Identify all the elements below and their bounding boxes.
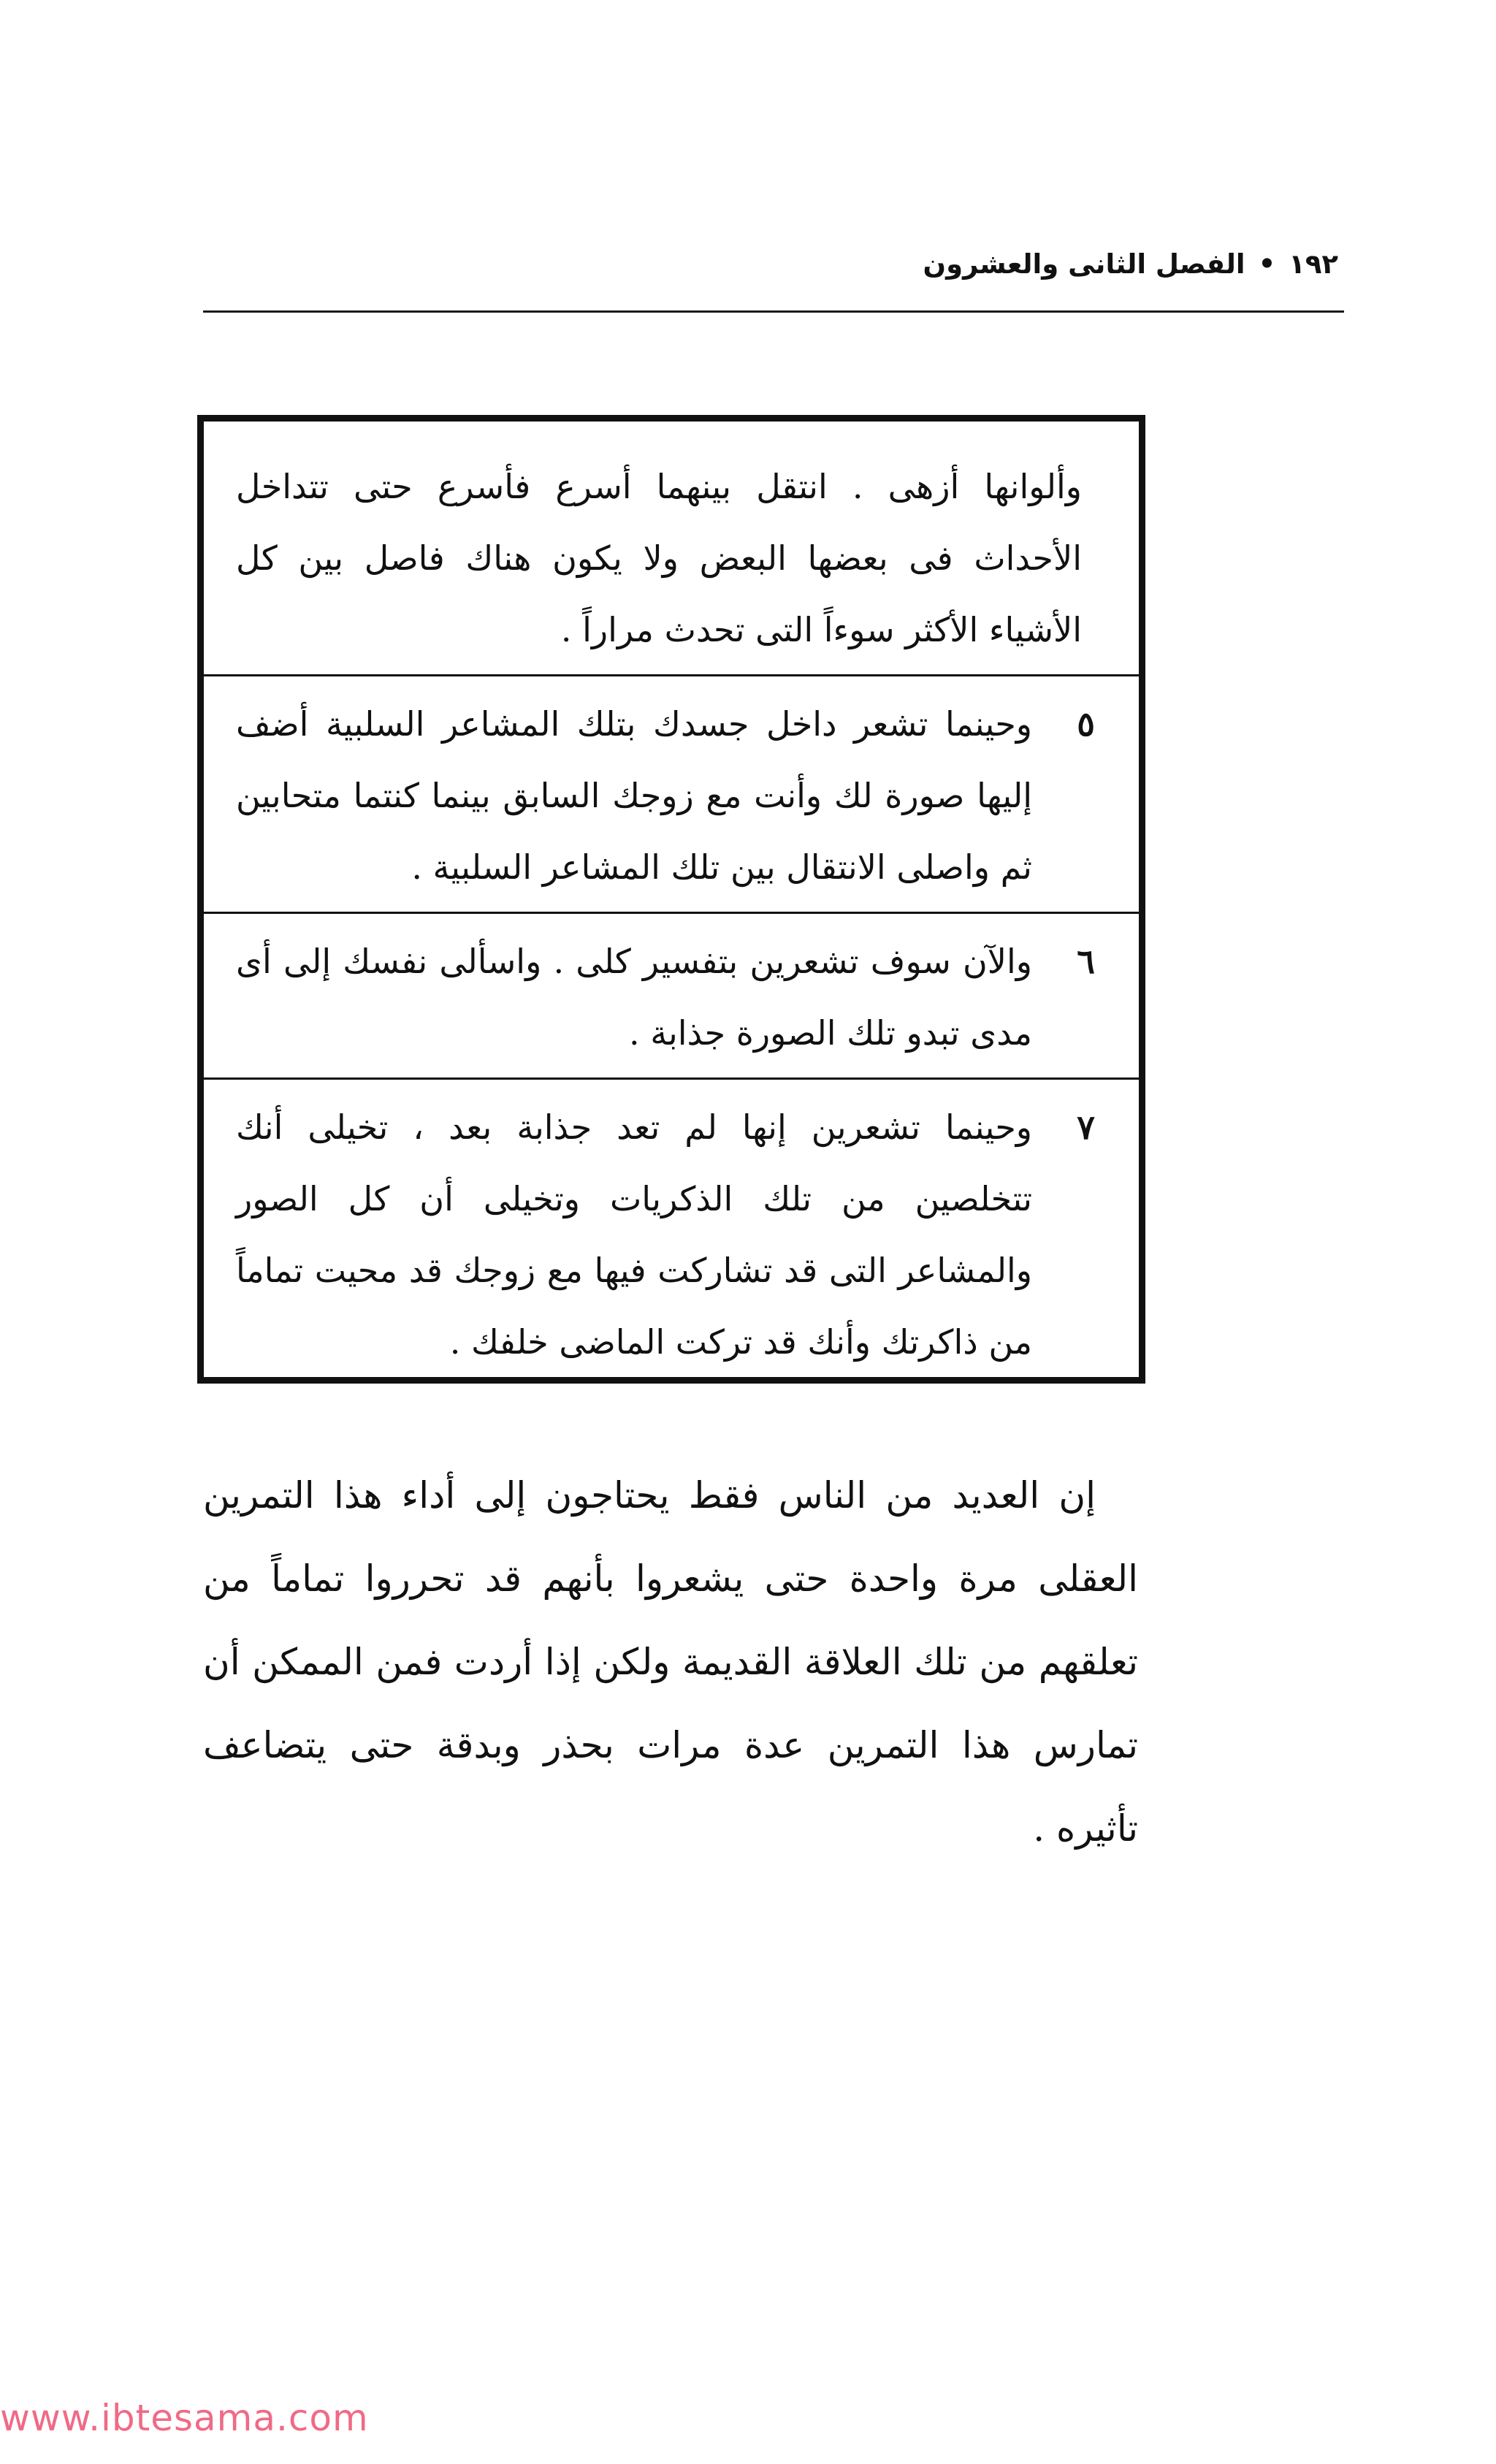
list-item-5 <box>236 688 1095 903</box>
page-number: ١٩٢ <box>1289 248 1338 280</box>
body-paragraph: إن العديد من الناس فقط يحتاجون إلى أداء هذا التمرين العقلى مرة واحدة حتى يشعروا بأنهم قد تحرروا تماماً من تعلقهم من تلك العلاقة القديمة ولكن إذا أردت فمن الممكن أن تمارس هذا التمرين عدة مرات بحذر وبدقة حتى يتضاعف تأثيره . <box>203 1474 1138 1850</box>
box-divider <box>204 674 1139 676</box>
list-item-number: ٦ <box>1077 942 1095 981</box>
header-rule <box>203 310 1344 313</box>
list-item-text: وحينما تشعر داخل جسدك بتلك المشاعر السلبية أضف إليها صورة لك وأنت مع زوجك السابق بينما كنتما متحابين ثم واصلى الانتقال بين تلك المشاعر السلبية . <box>236 704 1032 887</box>
running-header <box>203 232 1344 313</box>
chapter-title: الفصل الثانى والعشرون <box>923 248 1245 280</box>
list-item-7 <box>236 1091 1095 1378</box>
list-item-6 <box>236 926 1095 1069</box>
exercise-box-content <box>236 451 1095 1378</box>
box-divider <box>204 1077 1139 1080</box>
box-intro-paragraph: وألوانها أزهى . انتقل بينهما أسرع فأسرع حتى تتداخل الأحداث فى بعضها البعض ولا يكون هناك فاصل بين كل الأشياء الأكثر سوءاً التى تحدث مراراً . <box>236 467 1082 649</box>
list-item-number: ٧ <box>1077 1107 1095 1147</box>
box-divider <box>204 912 1139 914</box>
watermark-url[interactable]: www.ibtesama.com <box>0 2397 369 2439</box>
exercise-box <box>197 415 1145 1384</box>
list-item-text: وحينما تشعرين إنها لم تعد جذابة بعد ، تخيلى أنك تتخلصين من تلك الذكريات وتخيلى أن كل الصور والمشاعر التى قد تشاركت فيها مع زوجك قد محيت تماماً من ذاكرتك وأنك قد تركت الماضى خلفك . <box>236 1107 1032 1362</box>
header-text <box>923 243 1338 286</box>
list-item-number: ٥ <box>1077 704 1095 744</box>
list-item-text: والآن سوف تشعرين بتفسير كلى . واسألى نفسك إلى أى مدى تبدو تلك الصورة جذابة . <box>236 942 1032 1053</box>
header-bullet: • <box>1258 248 1276 280</box>
